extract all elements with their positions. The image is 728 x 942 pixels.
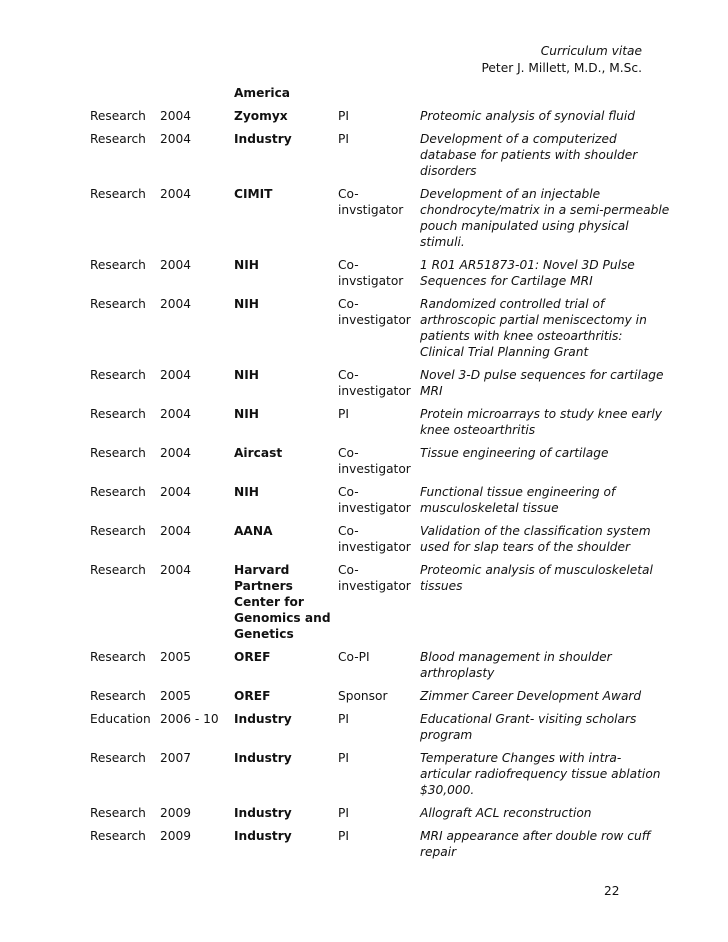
page-number: 22 [604, 884, 620, 898]
role-cell: PI [338, 407, 349, 421]
sponsor-cell: Zyomyx [234, 109, 288, 123]
year-cell: 2004 [160, 258, 192, 272]
role-cell: Co-invstigator [338, 258, 404, 288]
grant-title-cell: Blood management in shoulder arthroplasty [420, 650, 612, 680]
category-cell: Research [90, 258, 146, 272]
category-cell: Research [90, 132, 146, 146]
grant-title-cell: Novel 3-D pulse sequences for cartilage MRI [420, 368, 664, 398]
category-cell: Research [90, 650, 146, 664]
table-row [90, 108, 670, 131]
sponsor-cell: NIH [234, 368, 259, 382]
table-row [90, 186, 670, 257]
role-cell: Sponsor [338, 689, 388, 703]
role-cell: Co-investigator [338, 485, 411, 515]
role-cell: Co-investigator [338, 524, 411, 554]
grant-title-cell: Functional tissue engineering of musculoskeletal tissue [420, 485, 616, 515]
grant-title-cell: Educational Grant- visiting scholars program [420, 712, 637, 742]
table-row [90, 406, 670, 445]
table-row [90, 649, 670, 688]
sponsor-cell: Industry [234, 712, 292, 726]
year-cell: 2006 - 10 [160, 712, 219, 726]
table-row [90, 445, 670, 484]
year-cell: 2004 [160, 446, 192, 460]
grant-title-cell: Validation of the classification system used for slap tears of the shoulder [420, 524, 651, 554]
category-cell: Research [90, 806, 146, 820]
grant-title-cell: Protein microarrays to study knee early knee osteoarthritis [420, 407, 662, 437]
doc-title: Curriculum vitae [540, 44, 642, 58]
table-row [90, 367, 670, 406]
sponsor-cell: Industry [234, 829, 292, 843]
sponsor-cell: CIMIT [234, 187, 273, 201]
table-row [90, 257, 670, 296]
category-cell: Research [90, 563, 146, 577]
category-cell: Research [90, 485, 146, 499]
year-cell: 2009 [160, 806, 192, 820]
table-row [90, 131, 670, 186]
year-cell: 2007 [160, 751, 192, 765]
year-cell: 2004 [160, 132, 192, 146]
sponsor-cell: NIH [234, 258, 259, 272]
year-cell: 2004 [160, 524, 192, 538]
year-cell: 2004 [160, 407, 192, 421]
sponsor-cell: OREF [234, 650, 271, 664]
grant-title-cell: Allograft ACL reconstruction [420, 806, 592, 820]
category-cell: Research [90, 297, 146, 311]
sponsor-cell: Harvard Partners Center for Genomics and Genetics [234, 563, 331, 641]
year-cell: 2004 [160, 109, 192, 123]
role-cell: PI [338, 132, 349, 146]
year-cell: 2004 [160, 563, 192, 577]
category-cell: Research [90, 407, 146, 421]
category-cell: Research [90, 751, 146, 765]
sponsor-cell: Industry [234, 751, 292, 765]
category-cell: Research [90, 109, 146, 123]
table-row [90, 562, 670, 649]
category-cell: Research [90, 524, 146, 538]
category-cell: Education [90, 712, 151, 726]
grant-title-cell: Temperature Changes with intra-articular radiofrequency tissue ablation $30,000. [420, 751, 661, 797]
grant-title-cell: Zimmer Career Development Award [420, 689, 642, 703]
grant-title-cell: Tissue engineering of cartilage [420, 446, 609, 460]
sponsor-cell: Industry [234, 806, 292, 820]
grant-title-cell: Development of an injectable chondrocyte/matrix in a semi-permeable pouch manipulated using physical stimuli. [420, 187, 670, 249]
table-row [90, 523, 670, 562]
role-cell: Co-investigator [338, 446, 411, 476]
role-cell: PI [338, 806, 349, 820]
table-row [90, 484, 670, 523]
sponsor-cell: NIH [234, 407, 259, 421]
role-cell: Co-investigator [338, 297, 411, 327]
year-cell: 2004 [160, 297, 192, 311]
role-cell: PI [338, 712, 349, 726]
table-row [90, 711, 670, 750]
author-name: Peter J. Millett, M.D., M.Sc. [481, 61, 642, 75]
sponsor-cell: Aircast [234, 446, 283, 460]
role-cell: PI [338, 751, 349, 765]
role-cell: Co-investigator [338, 563, 411, 593]
sponsor-cell: AANA [234, 524, 273, 538]
category-cell: Research [90, 829, 146, 843]
role-cell: Co-invstigator [338, 187, 404, 217]
sponsor-cell: OREF [234, 689, 271, 703]
category-cell: Research [90, 689, 146, 703]
grant-title-cell: Proteomic analysis of synovial fluid [420, 109, 636, 123]
role-cell: PI [338, 109, 349, 123]
table-row [90, 805, 670, 828]
year-cell: 2005 [160, 650, 192, 664]
grant-title-cell: 1 R01 AR51873-01: Novel 3D Pulse Sequences for Cartilage MRI [420, 258, 635, 288]
table-row [90, 688, 670, 711]
role-cell: Co-investigator [338, 368, 411, 398]
grants-table [90, 108, 670, 867]
year-cell: 2004 [160, 368, 192, 382]
role-cell: Co-PI [338, 650, 370, 664]
grant-title-cell: MRI appearance after double row cuff repair [420, 829, 651, 859]
sponsor-cell: Industry [234, 132, 292, 146]
sponsor-cell: NIH [234, 485, 259, 499]
year-cell: 2004 [160, 485, 192, 499]
category-cell: Research [90, 446, 146, 460]
table-row [90, 750, 670, 805]
grant-title-cell: Randomized controlled trial of arthroscopic partial meniscectomy in patients with knee osteoarthritis: Clinical Trial Planning Grant [420, 297, 647, 359]
category-cell: Research [90, 187, 146, 201]
sponsor-cell: NIH [234, 297, 259, 311]
continued-sponsor: America [234, 86, 291, 100]
grant-title-cell: Proteomic analysis of musculoskeletal tissues [420, 563, 653, 593]
year-cell: 2004 [160, 187, 192, 201]
grant-title-cell: Development of a computerized database for patients with shoulder disorders [420, 132, 638, 178]
table-row [90, 828, 670, 867]
year-cell: 2009 [160, 829, 192, 843]
category-cell: Research [90, 368, 146, 382]
table-row [90, 296, 670, 367]
role-cell: PI [338, 829, 349, 843]
year-cell: 2005 [160, 689, 192, 703]
page-header [482, 43, 643, 77]
